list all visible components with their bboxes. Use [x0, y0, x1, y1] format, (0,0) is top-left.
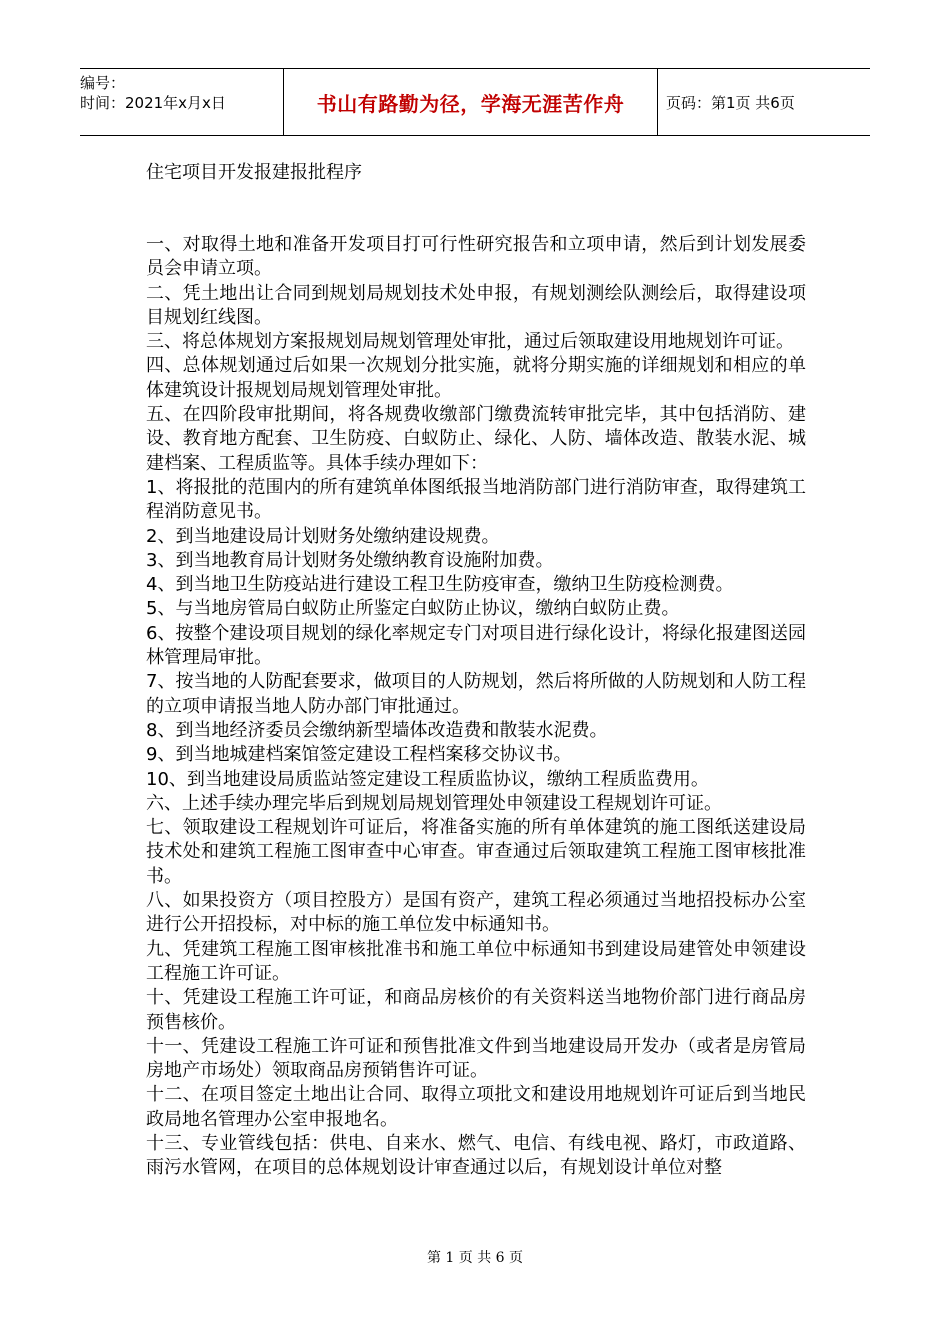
- paragraph: 8、到当地经济委员会缴纳新型墙体改造费和散装水泥费。: [146, 719, 608, 741]
- paragraph: 八、如果投资方（项目控股方）是国有资产，建筑工程必须通过当地招投标办公室进行公开招投标，对中标的施工单位发中标通知书。: [146, 890, 806, 936]
- header-motto-cell: [283, 69, 658, 135]
- document-date: 时间：2021年x月x日: [80, 94, 226, 112]
- paragraph: 10、到当地建设局质监站签定建设工程质监协议，缴纳工程质监费用。: [146, 768, 709, 790]
- paragraph: 十三、专业管线包括：供电、自来水、燃气、电信、有线电视、路灯，市政道路、雨污水管网，在项目的总体规划设计审查通过以后，有规划设计单位对整: [146, 1132, 806, 1179]
- paragraph: 十、凭建设工程施工许可证，和商品房核价的有关资料送当地物价部门进行商品房预售核价。: [146, 987, 806, 1033]
- paragraph: 五、在四阶段审批期间，将各规费收缴部门缴费流转审批完毕，其中包括消防、建设、教育地方配套、卫生防疫、白蚁防止、绿化、人防、墙体改造、散装水泥、城建档案、工程质监等。具体手续办理如下：: [146, 404, 806, 474]
- paragraph: 六、上述手续办理完毕后到规划局规划管理处申领建设工程规划许可证。: [146, 792, 722, 814]
- paragraph: 2、到当地建设局计划财务处缴纳建设规费。: [146, 525, 500, 547]
- paragraph: 七、领取建设工程规划许可证后，将准备实施的所有单体建筑的施工图纸送建设局技术处和建筑工程施工图审查中心审查。审查通过后领取建筑工程施工图审核批准书。: [146, 817, 806, 887]
- paragraph: 7、按当地的人防配套要求，做项目的人防规划，然后将所做的人防规划和人防工程的立项申请报当地人防办部门审批通过。: [146, 671, 806, 717]
- paragraph: 5、与当地房管局白蚁防止所鉴定白蚁防止协议，缴纳白蚁防止费。: [146, 598, 680, 620]
- header-page-info: 页码：第1页 共6页: [666, 93, 795, 112]
- header-left-cell: [80, 69, 283, 135]
- paragraph: 6、按整个建设项目规划的绿化率规定专门对项目进行绿化设计，将绿化报建图送园林管理局审批。: [146, 622, 806, 669]
- header-motto: 书山有路勤为径，学海无涯苦作舟: [316, 91, 625, 116]
- paragraph: 4、到当地卫生防疫站进行建设工程卫生防疫审查，缴纳卫生防疫检测费。: [146, 574, 734, 596]
- document-title: 住宅项目开发报建报批程序: [146, 162, 362, 183]
- paragraph: 三、将总体规划方案报规划局规划管理处审批，通过后领取建设用地规划许可证。: [146, 331, 794, 353]
- document-body: [146, 233, 806, 1181]
- paragraph: 3、到当地教育局计划财务处缴纳教育设施附加费。: [146, 549, 554, 571]
- page-header: [80, 68, 870, 136]
- paragraph: 1、将报批的范围内的所有建筑单体图纸报当地消防部门进行消防审查，取得建筑工程消防意见书。: [146, 476, 806, 523]
- paragraph: 一、对取得土地和准备开发项目打可行性研究报告和立项申请，然后到计划发展委员会申请立项。: [146, 234, 806, 280]
- header-page-cell: [658, 69, 870, 135]
- paragraph: 十一、凭建设工程施工许可证和预售批准文件到当地建设局开发办（或者是房管局房地产市场处）领取商品房预销售许可证。: [146, 1035, 806, 1082]
- paragraph: 十二、在项目签定土地出让合同、取得立项批文和建设用地规划许可证后到当地民政局地名管理办公室申报地名。: [146, 1084, 806, 1130]
- paragraph: 9、到当地城建档案馆签定建设工程档案移交协议书。: [146, 744, 572, 766]
- paragraph: 九、凭建筑工程施工图审核批准书和施工单位中标通知书到建设局建管处申领建设工程施工许可证。: [146, 938, 806, 984]
- page-footer: 第 1 页 共 6 页: [426, 1250, 524, 1266]
- document-number-label: 编号：: [80, 74, 126, 92]
- paragraph: 二、凭土地出让合同到规划局规划技术处申报，有规划测绘队测绘后，取得建设项目规划红线图。: [146, 282, 806, 328]
- paragraph: 四、总体规划通过后如果一次规划分批实施，就将分期实施的详细规划和相应的单体建筑设计报规划局规划管理处审批。: [146, 355, 806, 401]
